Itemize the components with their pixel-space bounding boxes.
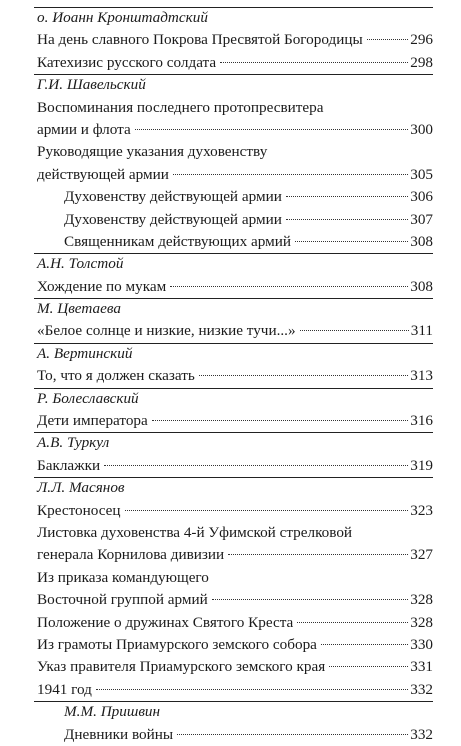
toc-entry-title: действующей армии xyxy=(37,165,169,183)
toc-entry-title: Катехизис русского солдата xyxy=(37,53,217,71)
page-number: 319 xyxy=(410,456,433,474)
page-number: 330 xyxy=(410,635,433,653)
page-number: 331 xyxy=(410,658,433,676)
section-divider xyxy=(34,388,433,389)
toc-entry-title: Из грамоты Приамурского земского собора xyxy=(37,635,317,653)
toc-entry-title: Дневники войны xyxy=(64,725,174,743)
dot-leader xyxy=(367,39,409,40)
toc-entry-title: «Белое солнце и низкие, низкие тучи...» xyxy=(37,322,296,340)
toc-author xyxy=(37,343,433,365)
section-divider xyxy=(34,432,433,433)
toc-entry xyxy=(37,634,433,656)
dot-leader xyxy=(329,666,408,667)
toc-entry xyxy=(37,209,433,231)
dot-leader xyxy=(173,174,408,175)
page-number: 311 xyxy=(410,322,433,340)
dot-leader xyxy=(286,219,408,220)
dot-leader xyxy=(300,330,409,331)
dot-leader xyxy=(286,196,408,197)
toc-author xyxy=(37,7,433,29)
page-number: 328 xyxy=(410,591,433,609)
toc-title-line xyxy=(37,141,433,163)
author-name: А. Вертинский xyxy=(37,344,133,362)
dot-leader xyxy=(125,510,409,511)
toc-entry-title: Священникам действующих армий xyxy=(64,232,291,250)
author-name: Г.И. Шавельский xyxy=(37,76,146,94)
section-divider xyxy=(34,253,433,254)
toc-entry-title: Баклажки xyxy=(37,456,101,474)
author-name: А.Н. Толстой xyxy=(37,255,124,273)
toc-entry-title: генерала Корнилова дивизии xyxy=(37,546,225,564)
page-number: 298 xyxy=(410,53,433,71)
page-number: 307 xyxy=(410,210,433,228)
page-number: 327 xyxy=(410,546,433,564)
toc-entry xyxy=(37,52,433,74)
dot-leader xyxy=(177,734,408,735)
toc-entry xyxy=(37,589,433,611)
toc-title-text: Из приказа командующего xyxy=(37,568,209,586)
dot-leader xyxy=(212,599,408,600)
toc-author xyxy=(37,477,433,499)
toc-entry-title: Указ правителя Приамурского земского края xyxy=(37,658,326,676)
toc-entry xyxy=(37,455,433,477)
dot-leader xyxy=(297,622,408,623)
page-number: 316 xyxy=(410,412,433,430)
section-divider xyxy=(34,701,433,702)
toc-entry-title: армии и флота xyxy=(37,120,131,138)
page-number: 308 xyxy=(410,277,433,295)
dot-leader xyxy=(152,420,408,421)
dot-leader xyxy=(220,62,408,63)
author-name: М.М. Пришвин xyxy=(64,703,161,721)
dot-leader xyxy=(228,554,408,555)
toc-author xyxy=(37,432,433,454)
toc-title-text: Руководящие указания духовенству xyxy=(37,143,268,161)
toc-entry xyxy=(37,186,433,208)
page-number: 332 xyxy=(410,680,433,698)
page-number: 305 xyxy=(410,165,433,183)
toc-entry-title: Хождение по мукам xyxy=(37,277,167,295)
toc-entry-title: Положение о дружинах Святого Креста xyxy=(37,613,294,631)
author-name: о. Иоанн Кронштадтский xyxy=(37,9,208,26)
page-number: 328 xyxy=(410,613,433,631)
page-number: 308 xyxy=(410,232,433,250)
dot-leader xyxy=(104,465,408,466)
section-divider xyxy=(34,298,433,299)
page-number: 300 xyxy=(410,120,433,138)
dot-leader xyxy=(199,375,408,376)
page-number: 323 xyxy=(410,501,433,519)
toc-entry xyxy=(37,656,433,678)
toc-entry-title: 1941 год xyxy=(37,680,92,698)
toc-entry xyxy=(37,679,433,701)
toc-author xyxy=(37,388,433,410)
page-number: 296 xyxy=(410,31,433,49)
dot-leader xyxy=(295,241,408,242)
toc-title-line xyxy=(37,567,433,589)
author-name: Р. Болеславский xyxy=(37,389,139,407)
toc-entry-title: Восточной группой армий xyxy=(37,591,208,609)
toc-entry xyxy=(37,724,433,746)
section-divider xyxy=(34,7,433,8)
toc-entry xyxy=(37,276,433,298)
toc-entry xyxy=(37,231,433,253)
toc-entry-title: Духовенству действующей армии xyxy=(64,210,282,228)
toc-title-line xyxy=(37,97,433,119)
toc-entry-title: Крестоносец xyxy=(37,501,121,519)
toc-entry xyxy=(37,410,433,432)
author-name: А.В. Туркул xyxy=(37,434,110,452)
toc-entry xyxy=(37,544,433,566)
toc-entry xyxy=(37,320,433,342)
toc-entry xyxy=(37,29,433,51)
page-number: 306 xyxy=(410,188,433,206)
toc-title-line xyxy=(37,522,433,544)
toc-entry xyxy=(37,500,433,522)
author-name: Л.Л. Масянов xyxy=(37,479,125,497)
toc-entry xyxy=(37,612,433,634)
toc-entry xyxy=(37,119,433,141)
author-name: М. Цветаева xyxy=(37,300,121,318)
section-divider xyxy=(34,74,433,75)
toc-author xyxy=(37,253,433,275)
section-divider xyxy=(34,343,433,344)
dot-leader xyxy=(135,129,409,130)
dot-leader xyxy=(170,286,408,287)
dot-leader xyxy=(96,689,408,690)
toc-entry-title: Духовенству действующей армии xyxy=(64,188,282,206)
page-number: 313 xyxy=(410,367,433,385)
toc-title-text: Листовка духовенства 4-й Уфимской стрелковой xyxy=(37,523,353,541)
toc-author xyxy=(37,298,433,320)
toc-entry xyxy=(37,164,433,186)
toc-entry-title: Дети императора xyxy=(37,412,148,430)
section-divider xyxy=(34,477,433,478)
toc-entry xyxy=(37,365,433,387)
toc-author xyxy=(37,74,433,96)
toc-author xyxy=(37,701,433,723)
toc-entry-title: То, что я должен сказать xyxy=(37,367,195,385)
dot-leader xyxy=(321,644,408,645)
page-number: 332 xyxy=(410,725,433,743)
toc-entry-title: На день славного Покрова Пресвятой Богородицы xyxy=(37,31,363,49)
toc-title-text: Воспоминания последнего протопресвитера xyxy=(37,98,324,116)
